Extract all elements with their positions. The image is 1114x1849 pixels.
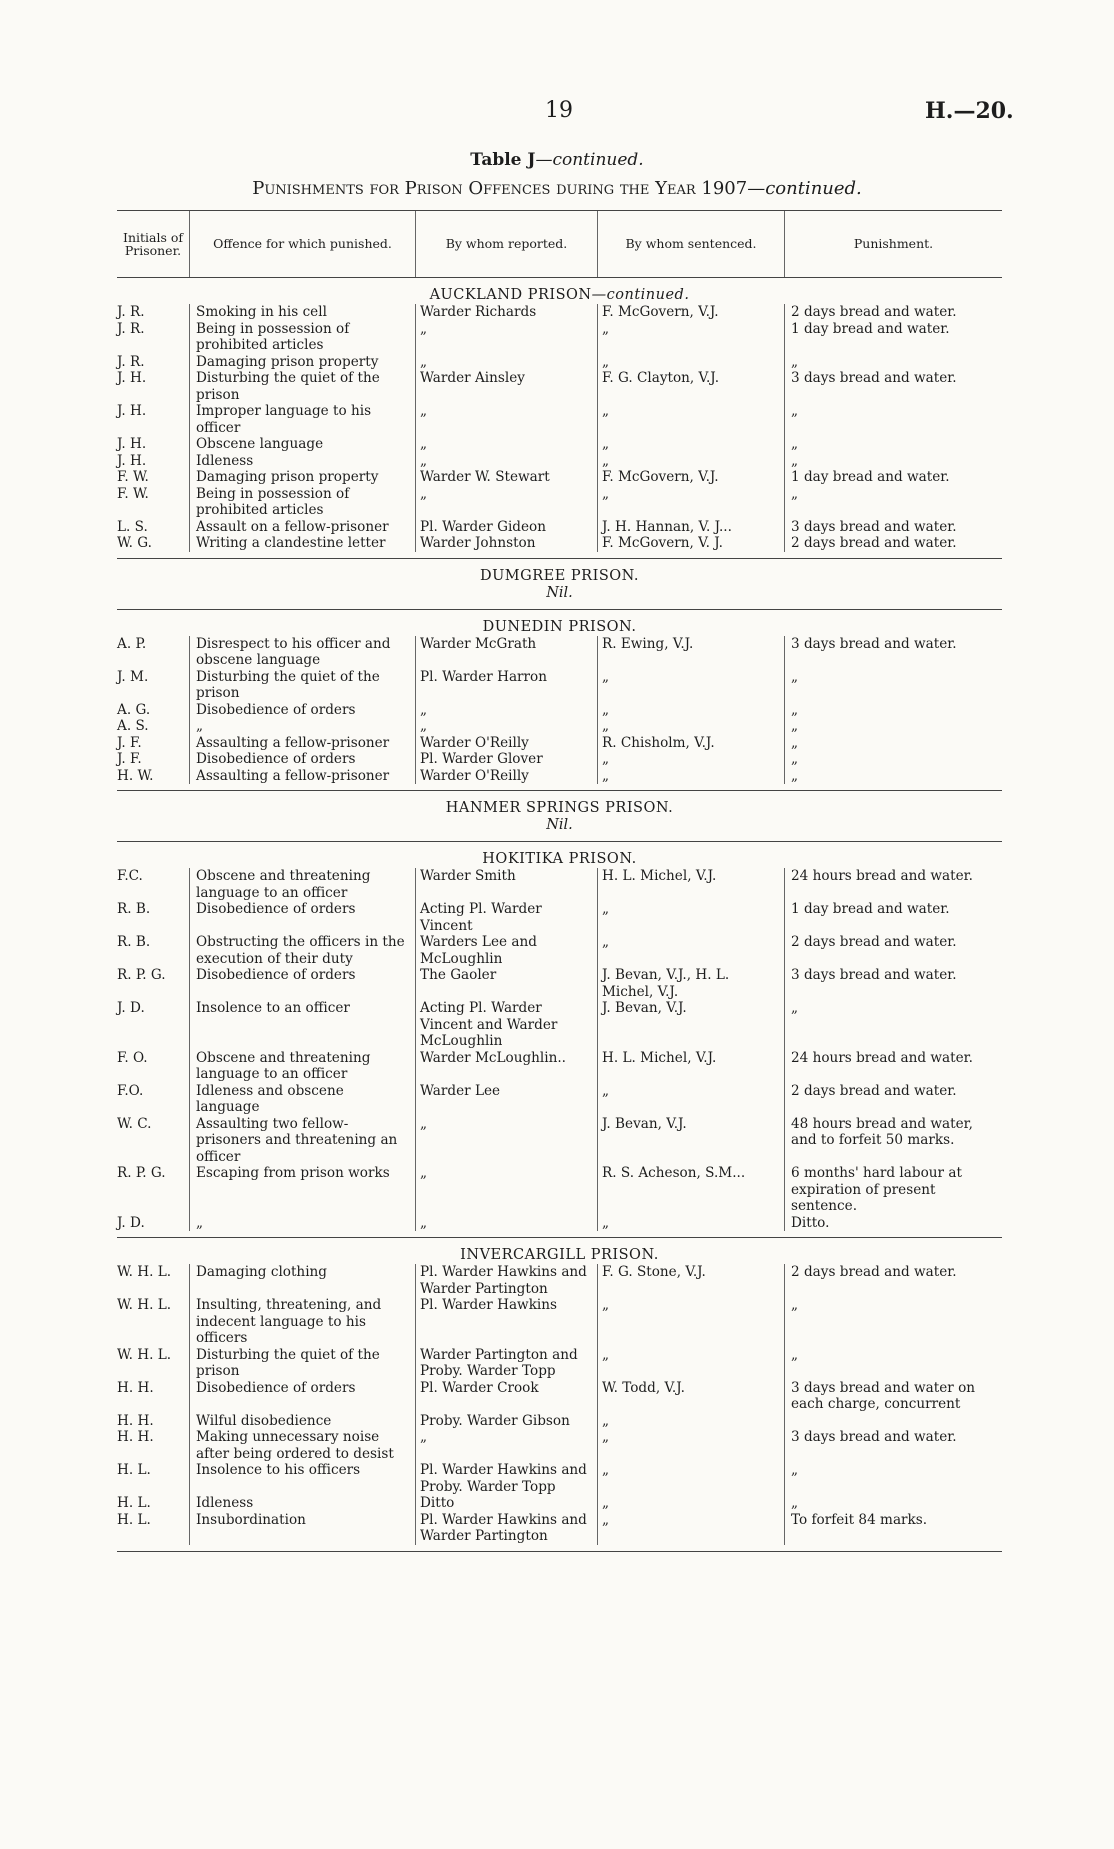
cell-offence: Idleness [189,453,415,470]
cell-punishment: „ [784,403,1002,436]
cell-punishment: 3 days bread and water on each charge, concurrent [784,1380,1002,1413]
cell-punishment: „ [784,768,1002,785]
cell-initials: F.C. [117,868,143,884]
cell-initials: W. H. L. [117,1297,172,1313]
cell-offence: Disobedience of orders [189,751,415,768]
cell-offence: Being in possession of prohibited articles [189,486,415,519]
cell-punishment: 1 day bread and water. [784,469,1002,486]
cell-offence: Assaulting two fellow-prisoners and threatening an officer [189,1116,415,1166]
cell-offence: Damaging prison property [189,469,415,486]
cell-initials: L. S. [117,518,148,535]
cell-offence: Disturbing the quiet of the prison [189,370,415,403]
cell-punishment: 24 hours bread and water. [784,1050,1002,1083]
cell-offence: Disturbing the quiet of the prison [189,669,415,702]
cell-reported: Pl. Warder Hawkins and Warder Partington [415,1264,597,1297]
table-row [117,370,1002,403]
table-title-main: Table J [470,150,536,170]
cell-initials: H. H. [117,1429,154,1445]
cell-offence: Insulting, threatening, and indecent language to his officers [189,1297,415,1347]
section-nil: Nil. [546,817,573,833]
cell-reported: „ [415,1215,597,1232]
table-row [117,636,1002,669]
cell-sentenced: „ [597,1512,784,1545]
cell-reported: Warder O'Reilly [415,735,597,752]
cell-sentenced: „ [597,768,784,785]
table-row [117,304,1002,321]
table-row [117,1083,1002,1116]
table-row [117,669,1002,702]
cell-initials: J. R. [117,320,145,337]
cell-initials: A. S. [117,718,149,734]
cell-punishment: 2 days bread and water. [784,535,1002,552]
cell-reported: „ [415,702,597,719]
cell-punishment: 3 days bread and water. [784,967,1002,1000]
cell-offence: Insolence to his officers [189,1462,415,1495]
section-rows [117,1264,1002,1551]
table-row [117,1347,1002,1380]
cell-reported: Acting Pl. Warder Vincent and Warder McLoughlin [415,1000,597,1050]
cell-sentenced: J. Bevan, V.J. [597,1000,784,1050]
cell-reported: Pl. Warder Crook [415,1380,597,1413]
cell-initials: J. R. [117,304,145,320]
cell-offence: Disobedience of orders [189,1380,415,1413]
cell-punishment: „ [784,1347,1002,1380]
cell-offence: Smoking in his cell [189,304,415,321]
cell-punishment: 48 hours bread and water, and to forfeit 50 marks. [784,1116,1002,1166]
cell-punishment: „ [784,751,1002,768]
section-hokitika [117,842,1002,1238]
section-nil: Nil. [546,584,573,601]
cell-punishment: 2 days bread and water. [784,934,1002,967]
cell-reported: Pl. Warder Gideon [415,519,597,536]
cell-punishment: „ [784,735,1002,752]
table-title [0,150,1114,170]
cell-initials: J. F. [117,751,142,767]
header-punishment: Punishment. [784,211,1002,277]
table-row [117,702,1002,719]
cell-punishment: 2 days bread and water. [784,1083,1002,1116]
cell-punishment: „ [784,718,1002,735]
cell-offence: Damaging clothing [189,1264,415,1297]
cell-initials: W. H. L. [117,1346,172,1363]
cell-initials: W. C. [117,1115,152,1132]
cell-initials: W. H. L. [117,1264,172,1280]
table-row [117,321,1002,354]
cell-offence: Insubordination [189,1512,415,1545]
table-row [117,1264,1002,1297]
cell-reported: Pl. Warder Hawkins [415,1297,597,1347]
cell-sentenced: „ [597,321,784,354]
table-row [117,1413,1002,1430]
cell-punishment: 1 day bread and water. [784,901,1002,934]
punishments-table [117,210,1002,1552]
cell-initials: H. H. [117,1412,154,1429]
cell-sentenced: F. McGovern, V.J. [597,304,784,321]
cell-initials: J. D. [117,1000,145,1016]
cell-offence: Obscene and threatening language to an officer [189,868,415,901]
cell-initials: J. M. [117,668,149,685]
cell-offence: Assaulting a fellow-prisoner [189,768,415,785]
cell-punishment: 2 days bread and water. [784,304,1002,321]
cell-punishment: „ [784,486,1002,519]
cell-sentenced: „ [597,453,784,470]
table-row [117,1512,1002,1545]
cell-sentenced: „ [597,1495,784,1512]
header-sentenced: By whom sentenced. [597,211,784,277]
cell-sentenced: R. Ewing, V.J. [597,636,784,669]
cell-initials: W. G. [117,535,152,551]
header-initials: Initials of Prisoner. [123,229,183,258]
table-row [117,1215,1002,1232]
section-rows [117,636,1002,791]
section-title: HOKITIKA PRISON. [482,851,637,867]
cell-sentenced: „ [597,702,784,719]
cell-offence: Writing a clandestine letter [189,535,415,552]
cell-initials: R. P. G. [117,1165,166,1181]
table-row [117,735,1002,752]
table-row [117,1165,1002,1215]
cell-punishment: „ [784,1000,1002,1050]
cell-punishment: 24 hours bread and water. [784,868,1002,901]
cell-reported: „ [415,1429,597,1462]
cell-sentenced: „ [597,486,784,519]
table-row [117,901,1002,934]
cell-punishment: 3 days bread and water. [784,370,1002,403]
cell-offence: Escaping from prison works [189,1165,415,1215]
cell-punishment: 3 days bread and water. [784,636,1002,669]
cell-offence: Improper language to his officer [189,403,415,436]
cell-offence: Disobedience of orders [189,967,415,1000]
cell-sentenced: R. Chisholm, V.J. [597,735,784,752]
cell-reported: Pl. Warder Harron [415,669,597,702]
section-cont: —continued. [591,287,690,303]
cell-sentenced: R. S. Acheson, S.M... [597,1165,784,1215]
table-row [117,1050,1002,1083]
table-row [117,486,1002,519]
cell-reported: Ditto [415,1495,597,1512]
cell-initials: H. H. [117,1379,154,1396]
cell-punishment: „ [784,436,1002,453]
document-code: H.—20. [925,98,1014,124]
cell-offence: Disobedience of orders [189,901,415,934]
cell-reported: Warder W. Stewart [415,469,597,486]
table-subtitle-cont: —continued. [747,178,862,199]
table-row [117,1116,1002,1166]
cell-reported: „ [415,436,597,453]
table-row [117,1297,1002,1347]
cell-initials: J. F. [117,734,142,751]
cell-initials: J. H. [117,452,147,469]
section-title: HANMER SPRINGS PRISON. [445,800,674,816]
table-row [117,1000,1002,1050]
table-row [117,519,1002,536]
cell-sentenced: „ [597,669,784,702]
cell-punishment: To forfeit 84 marks. [784,1512,1002,1545]
cell-punishment: 6 months' hard labour at expiration of present sentence. [784,1165,1002,1215]
cell-sentenced: „ [597,1347,784,1380]
table-header [117,210,1002,278]
cell-offence: „ [189,718,415,735]
cell-initials: J. H. [117,403,147,419]
cell-offence: Assault on a fellow-prisoner [189,519,415,536]
table-row [117,934,1002,967]
cell-offence: Making unnecessary noise after being ordered to desist [189,1429,415,1462]
cell-sentenced: J. H. Hannan, V. J... [597,519,784,536]
cell-punishment: „ [784,1462,1002,1495]
cell-punishment: Ditto. [784,1215,1002,1232]
cell-punishment: 1 day bread and water. [784,321,1002,354]
cell-sentenced: „ [597,1083,784,1116]
cell-punishment: „ [784,1297,1002,1347]
section-dunedin [117,610,1002,792]
cell-sentenced: F. McGovern, V.J. [597,469,784,486]
cell-reported: „ [415,1116,597,1166]
cell-initials: F. W. [117,485,149,502]
cell-sentenced: „ [597,718,784,735]
table-row [117,436,1002,453]
cell-sentenced: „ [597,1429,784,1462]
section-title: DUMGREE PRISON. [479,567,640,584]
table-row [117,1380,1002,1413]
cell-punishment: 3 days bread and water. [784,519,1002,536]
cell-offence: Obscene language [189,436,415,453]
section-title: DUNEDIN PRISON. [482,618,637,635]
cell-reported: Warder McGrath [415,636,597,669]
cell-offence: Damaging prison property [189,354,415,371]
cell-offence: Obscene and threatening language to an officer [189,1050,415,1083]
section-title [117,278,1002,304]
cell-reported: Warder Partington and Proby. Warder Topp [415,1347,597,1380]
cell-punishment: 2 days bread and water. [784,1264,1002,1297]
cell-offence: Insolence to an officer [189,1000,415,1050]
cell-sentenced: „ [597,403,784,436]
table-row [117,453,1002,470]
table-row [117,868,1002,901]
cell-reported: Pl. Warder Hawkins and Proby. Warder Topp [415,1462,597,1495]
cell-reported: Warder Johnston [415,535,597,552]
cell-initials: F.O. [117,1082,144,1099]
cell-sentenced: H. L. Michel, V.J. [597,1050,784,1083]
cell-offence: Assaulting a fellow-prisoner [189,735,415,752]
cell-initials: F. O. [117,1049,148,1066]
cell-reported: Warder Richards [415,304,597,321]
section-rows [117,868,1002,1237]
header-reported: By whom reported. [415,211,597,277]
table-title-cont: —continued. [535,150,644,170]
cell-sentenced: „ [597,354,784,371]
cell-offence: Being in possession of prohibited articles [189,321,415,354]
cell-punishment: „ [784,453,1002,470]
cell-reported: „ [415,321,597,354]
cell-punishment: „ [784,354,1002,371]
cell-initials: A. P. [117,635,147,652]
cell-reported: „ [415,486,597,519]
cell-punishment [784,1413,1002,1430]
table-row [117,469,1002,486]
cell-sentenced: „ [597,436,784,453]
page-number: 19 [545,98,573,123]
cell-initials: J. H. [117,436,147,452]
cell-reported: „ [415,1165,597,1215]
cell-reported: Proby. Warder Gibson [415,1413,597,1430]
cell-punishment: 3 days bread and water. [784,1429,1002,1462]
cell-reported: The Gaoler [415,967,597,1000]
cell-sentenced: „ [597,1215,784,1232]
table-row [117,535,1002,552]
cell-offence: Disturbing the quiet of the prison [189,1347,415,1380]
table-row [117,751,1002,768]
table-row [117,1462,1002,1495]
cell-initials: A. G. [117,701,151,718]
cell-initials: F. W. [117,469,149,485]
section-title: INVERCARGILL PRISON. [460,1247,659,1263]
cell-offence: Disobedience of orders [189,702,415,719]
cell-initials: H. W. [117,767,154,784]
cell-reported: Warder Lee [415,1083,597,1116]
cell-sentenced: F. G. Stone, V.J. [597,1264,784,1297]
cell-sentenced: F. G. Clayton, V.J. [597,370,784,403]
table-row [117,768,1002,785]
cell-reported: Acting Pl. Warder Vincent [415,901,597,934]
cell-sentenced: W. Todd, V.J. [597,1380,784,1413]
cell-punishment: „ [784,702,1002,719]
table-row [117,1495,1002,1512]
cell-sentenced: „ [597,934,784,967]
cell-reported: Warder Ainsley [415,370,597,403]
section-invercargill [117,1238,1002,1552]
cell-initials: R. B. [117,901,151,917]
cell-initials: J. H. [117,370,147,386]
cell-reported: Warder Smith [415,868,597,901]
cell-sentenced: F. McGovern, V. J. [597,535,784,552]
cell-initials: J. R. [117,353,145,370]
table-row [117,403,1002,436]
table-subtitle-main: Punishments for Prison Offences during the Year 1907 [252,178,748,199]
cell-sentenced: „ [597,901,784,934]
cell-punishment: „ [784,1495,1002,1512]
cell-reported: „ [415,354,597,371]
cell-initials: H. L. [117,1462,151,1478]
cell-initials: H. L. [117,1511,151,1528]
cell-sentenced: J. Bevan, V.J., H. L. Michel, V.J. [597,967,784,1000]
table-row [117,967,1002,1000]
header-offence: Offence for which punished. [189,211,415,277]
cell-reported: Warder O'Reilly [415,768,597,785]
cell-offence: Idleness [189,1495,415,1512]
cell-initials: J. D. [117,1214,145,1231]
cell-sentenced: H. L. Michel, V.J. [597,868,784,901]
cell-offence: Idleness and obscene language [189,1083,415,1116]
cell-initials: R. B. [117,934,151,950]
cell-reported: Warder McLoughlin.. [415,1050,597,1083]
table-row [117,1429,1002,1462]
cell-punishment: „ [784,669,1002,702]
cell-reported: Warders Lee and McLoughlin [415,934,597,967]
cell-reported: Pl. Warder Hawkins and Warder Partington [415,1512,597,1545]
cell-initials: H. L. [117,1495,151,1511]
cell-sentenced: „ [597,1413,784,1430]
table-row [117,718,1002,735]
cell-reported: „ [415,453,597,470]
section-rows [117,304,1002,558]
cell-initials: R. P. G. [117,967,166,983]
cell-sentenced: „ [597,751,784,768]
cell-offence: Disrespect to his officer and obscene language [189,636,415,669]
cell-sentenced: „ [597,1297,784,1347]
table-subtitle [0,178,1114,199]
cell-reported: „ [415,718,597,735]
cell-sentenced: J. Bevan, V.J. [597,1116,784,1166]
cell-offence: „ [189,1215,415,1232]
cell-offence: Wilful disobedience [189,1413,415,1430]
cell-reported: „ [415,403,597,436]
section-auckland [117,278,1002,559]
cell-offence: Obstructing the officers in the execution of their duty [189,934,415,967]
section-hanmer [117,791,1002,842]
section-name: AUCKLAND PRISON [429,287,592,303]
section-dumgree [117,559,1002,610]
cell-sentenced: „ [597,1462,784,1495]
table-row [117,354,1002,371]
cell-reported: Pl. Warder Glover [415,751,597,768]
